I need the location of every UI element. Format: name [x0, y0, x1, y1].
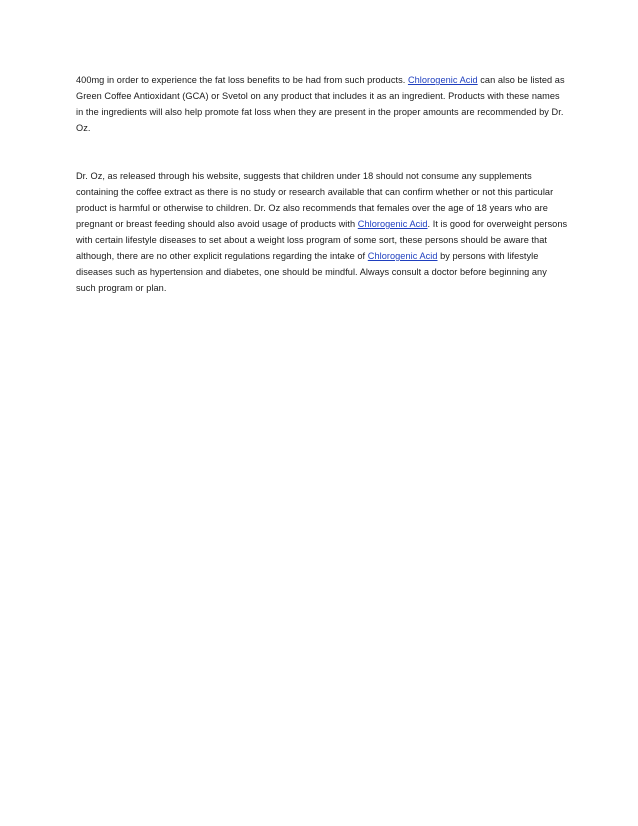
paragraph-dr-oz-advice	[76, 168, 568, 296]
chlorogenic-acid-link[interactable]: Chlorogenic Acid	[367, 251, 438, 261]
document-body	[76, 72, 568, 296]
paragraph-text: by persons with lifestyle diseases such as hypertension and diabetes, one should be mindful. Always consult a doctor before beginning any such program or plan.	[76, 251, 547, 293]
paragraph-text: can also be listed as Green Coffee Antioxidant (GCA) or Svetol on any product that includes it as an ingredient. Products with these names in the ingredients will also help promote fat loss when they are present in the proper amounts are recommended by Dr. Oz.	[76, 75, 565, 133]
chlorogenic-acid-link[interactable]: Chlorogenic Acid	[407, 75, 478, 85]
chlorogenic-acid-link[interactable]: Chlorogenic Acid	[357, 219, 428, 229]
paragraph-fat-loss	[76, 72, 568, 136]
paragraph-text: 400mg in order to experience the fat loss benefits to be had from such products.	[76, 75, 408, 85]
paragraph-text: Dr. Oz, as released through his website, suggests that children under 18 should not consume any supplements containing the coffee extract as there is no study or research available that can confirm whether or not this particular product is harmful or otherwise to children. Dr. Oz also recommends that females over the age of 18 years who are pregnant or breast feeding should also avoid usage of products with	[76, 171, 554, 229]
paragraph-text: . It is good for overweight persons with certain lifestyle diseases to set about a weight loss program of some sort, these persons should be aware that although, there are no other explicit regulations regarding the intake of	[76, 219, 568, 261]
